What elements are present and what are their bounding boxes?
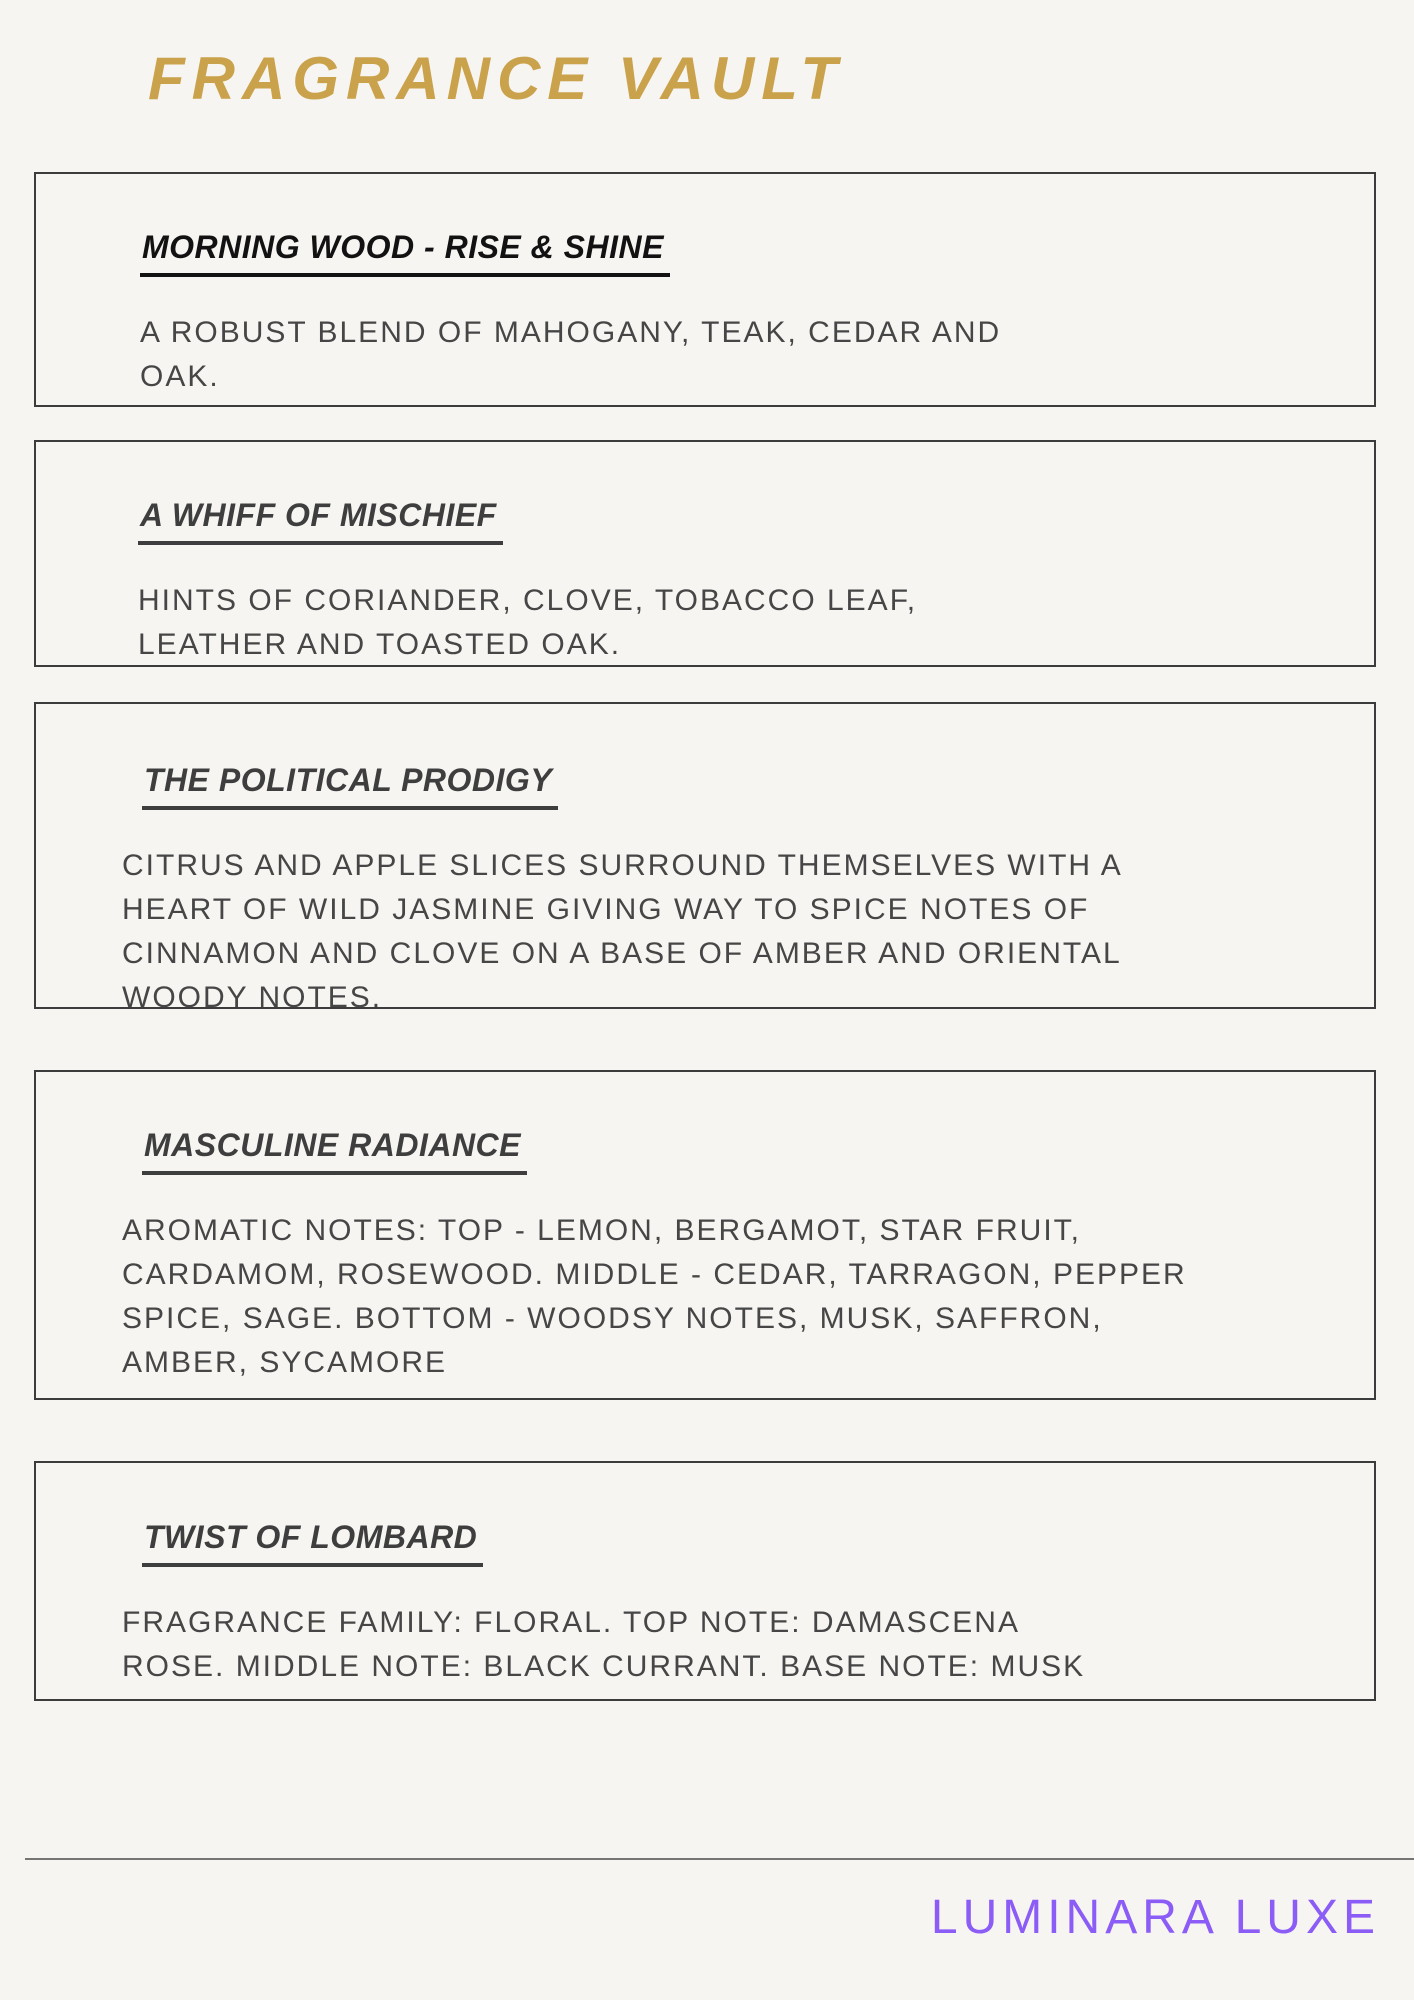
footer-divider	[25, 1858, 1414, 1860]
fragrance-description: HINTS OF CORIANDER, CLOVE, TOBACCO LEAF, LEATHER AND TOASTED OAK.	[138, 584, 918, 661]
fragrance-name: MORNING WOOD - RISE & SHINE	[140, 229, 670, 277]
fragrance-card	[34, 1461, 1376, 1701]
page-title: FRAGRANCE VAULT	[148, 45, 845, 112]
fragrance-description: AROMATIC NOTES: TOP - LEMON, BERGAMOT, STAR FRUIT, CARDAMOM, ROSEWOOD. MIDDLE - CEDAR, TARRAGON, PEPPER SPICE, SAGE. BOTTOM - WOODSY NOTES, MUSK, SAFFRON, AMBER, SYCAMORE	[122, 1214, 1187, 1379]
fragrance-description: A ROBUST BLEND OF MAHOGANY, TEAK, CEDAR AND OAK.	[140, 316, 1002, 393]
fragrance-card	[34, 172, 1376, 407]
brand-name: LUMINARA LUXE	[930, 1891, 1380, 1944]
fragrance-description: FRAGRANCE FAMILY: FLORAL. TOP NOTE: DAMASCENA ROSE. MIDDLE NOTE: BLACK CURRANT. BASE NOTE: MUSK	[122, 1606, 1086, 1683]
fragrance-name: THE POLITICAL PRODIGY	[142, 762, 558, 810]
fragrance-card	[34, 1070, 1376, 1400]
fragrance-name: A WHIFF OF MISCHIEF	[138, 497, 503, 545]
fragrance-name: TWIST OF LOMBARD	[142, 1519, 483, 1567]
fragrance-card	[34, 702, 1376, 1014]
fragrance-name: MASCULINE RADIANCE	[142, 1127, 527, 1175]
fragrance-description: CITRUS AND APPLE SLICES SURROUND THEMSELVES WITH A HEART OF WILD JASMINE GIVING WAY TO SPICE NOTES OF CINNAMON AND CLOVE ON A BASE OF AMBER AND ORIENTAL WOODY NOTES.	[122, 849, 1122, 1014]
fragrance-card	[34, 440, 1376, 667]
